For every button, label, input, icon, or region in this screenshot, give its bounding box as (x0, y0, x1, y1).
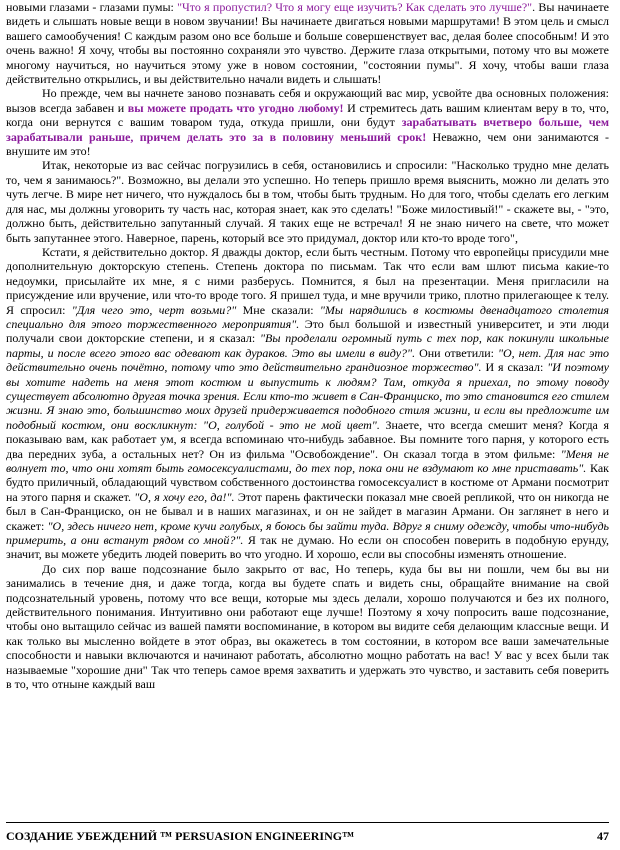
highlight-questions: "Что я пропустил? Что я могу еще изучить? Как сделать это лучше?" (177, 0, 533, 14)
paragraph-1: новыми глазами - глазами пумы: "Что я пропустил? Что я могу еще изучить? Как сделать это лучше?". Вы начинаете видеть и слышать новые вещи в новом звучании! Вы начинаете двигаться новыми маршрутами! В этом цель и смысл вашего самообучения! С каждым разом оно все больше и больше совершенствует вас, делая более способным! И это очень важно! Я хочу, чтобы вы постоянно сохраняли это чувство. Держите глаза открытыми, потому что вы можете многому научиться, но научиться этому уже в новом состоянии, "состоянии пумы". Я хочу, чтобы ваши глаза действительно открылись, и вы действительно начали видеть и слышать! (6, 0, 609, 87)
footer-title: СОЗДАНИЕ УБЕЖДЕНИЙ ™ PERSUASION ENGINEERING™ (6, 829, 355, 843)
page-footer (6, 829, 609, 844)
paragraph-4: Кстати, я действительно доктор. Я дважды доктор, если быть честным. Потому что европейцы присудили мне дополнительную докторскую степень. Степень доктора по письмам. Так что если вам шлют письма какие-то недоумки, присылайте их мне, я с ними разберусь. Помнится, я был на презентации. Меня пригласили на присуждение или вручение, или что-то вроде того. Я пришел туда, и мне вручили трико, плотно прилегающее к телу. Я спросил: "Для чего это, черт возьми?" Мне сказали: "Мы нарядились в костюмы двенадцатого столетия специально для этого торжественного мероприятия". Это был большой и известный университет, и эти люди получали свои докторские степени, и я сказал: "Вы проделали огромный путь с тех пор, как покинули школьные парты, и после всего этого вас одевают как дураков. Это вы имели в виду?". Они ответили: "О, нет. Для нас это действительно очень почётно, потому что это действительно грандиозное торжество". И я сказал: "И поэтому вы хотите надеть на меня этот костюм и выпустить к людям? Там, откуда я приехал, по этому поводу существует абсолютно другая точка зрения. Если кто-то живет в Сан-Франциско, то это становится его стилем жизни. Я знаю это, большинство моих друзей придерживается подобного стиля жизни, и если вы предложите им подобный костюм, они воскликнут: "О, голубой - это не мой цвет". Знаете, что всегда смешит меня? Когда я показываю вам, как работает ум, я всегда вспоминаю что-нибудь забавное. Вы помните того парня, у которого есть два передних зуба, а остальных нет? Он из фильма "Освобождение". Он сказал тогда в этом фильме: "Меня не волнует то, что они хотят быть гомосексуалистами, до тех пор, пока они не вздумают ко мне приставать". Как будто приличный, обладающий чувством собственного достоинства гомосексуалист в костюме от Армани посмотрит на этого парня и скажет. "О, я хочу его, да!". Этот парень фактически показал мне своей репликой, что он никогда не был в Сан-Франциско, он не бывал и в наших магазинах, и он не зайдет в магазин Армани. Он заглянет в него и скажет: "О, здесь ничего нет, кроме кучи голубых, я боюсь бы зайти туда. Вдруг я сниму одежду, чтобы что-нибудь примерить, а они встанут рядом со мной?". Я так не думаю. Но если он способен поверить в подобную ерунду, значит, вы можете убедить людей поверить во что угодно. И хорошо, если вы способны изменять отношение. (6, 244, 610, 562)
paragraph-2: Но прежде, чем вы начнете заново познавать себя и окружающий вас мир, усвойте два основных положения: вызов всегда забавен и вы можете продать что угодно любому! И стремитесь дать вашим клиентам веру в то, что, когда они вернутся с вашим товаром туда, откуда пришли, они будут зарабатывать вчетверо больше, чем зарабатывали раньше, причем делать это за в половину меньший срок! Неважно, чем они занимаются - внушите им это! (6, 86, 609, 159)
body-text (6, 0, 609, 692)
highlight-sell: вы можете продать что угодно любому! (127, 100, 344, 115)
paragraph-3: Итак, некоторые из вас сейчас погрузились в себя, остановились и спросили: "Насколько трудно мне делать то, чем я занимаюсь?". Возможно, вы делали это успешно. Но теперь пришло время выяснить, можно ли делать это чуть легче. В мире нет ничего, что нуждалось бы в том, чтобы быть трудным. Но для того, чтобы сделать его легким для нас, мы должны уговорить ту часть нас, которая знает, как это сделать! "Боже милостивый!" - скажете вы, - "это, должно быть, действительно запутанный случай. Я таких еще не встречал! Я не знаю ничего на свете, что может быть запутаннее этого. Наверное, парень, который все это придумал, доктор или кто-то вроде того", (6, 158, 609, 245)
footer-divider (6, 822, 609, 823)
highlight-earn: зарабатывать вчетверо больше, чем зарабатывали раньше, причем делать это за в половину меньший срок! (6, 115, 609, 144)
paragraph-5: До сих пор ваше подсознание было закрыто от вас, Но теперь, куда бы вы ни пошли, чем бы вы ни занимались в течение дня, и даже тогда, когда вы будете спать и видеть сны, обращайте внимание на свой подсознательный уровень, потому что все вещи, которые мы здесь делали, хорошо получаются и без их полного, действительного понимания. Интуитивно они работают еще лучше! Поэтому я хочу попросить ваше подсознание, чтобы оно вытащило сейчас из вашей памяти воспоминание, в котором вы видите себя делающим классные вещи. И как только вы мысленно войдете в этот образ, вы окажетесь в том состоянии, в котором все ваши замечательные способности и навыки включаются и начинают работать, абсолютно мощно работать на вас! У вас у всех были так называемые "хорошие дни" Так что теперь самое время захватить и удержать это чувство, и заставить себя поверить в то, что отныне каждый ваш (6, 561, 609, 692)
page-number: 47 (597, 829, 609, 843)
